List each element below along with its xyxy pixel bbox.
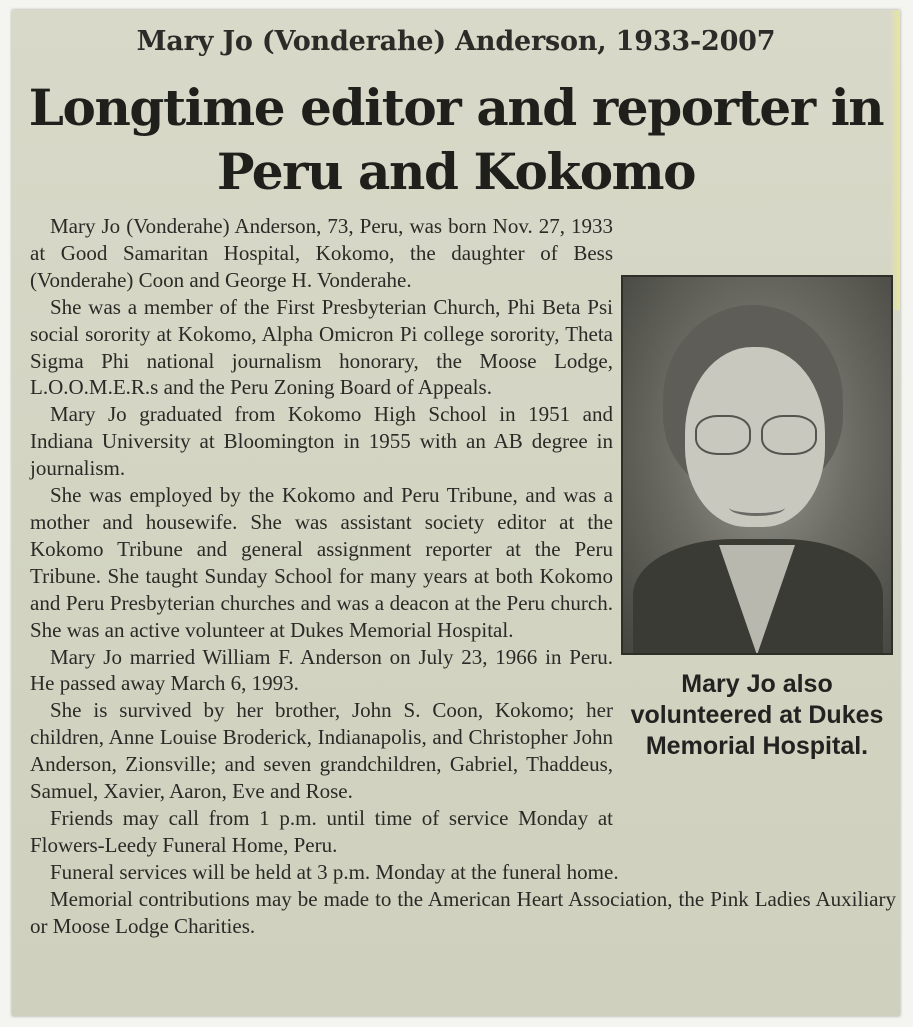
paragraph-marriage: Mary Jo married William F. Anderson on July 23, 1966 in Peru. He passed away March 6, 1993. — [30, 644, 613, 696]
paragraph-funeral: Funeral services will be held at 3 p.m. Monday at the funeral home. — [50, 859, 619, 884]
paragraph-birth: Mary Jo (Vonderahe) Anderson, 73, Peru, was born Nov. 27, 1933 at Good Samaritan Hospital, Kokomo, the daughter of Bess (Vonderahe) Coon and George H. Vonderahe. — [30, 214, 613, 292]
paragraph-memorials: Memorial contributions may be made to the American Heart Association, the Pink Ladies Auxiliary or Moose Lodge Charities. — [30, 886, 896, 938]
paragraph-career: She was employed by the Kokomo and Peru Tribune, and was a mother and housewife. She was assistant society editor at the Kokomo Tribune and general assignment reporter at the Peru Tribune. She taught Sunday School for many years at both Kokomo and Peru Presbyterian churches and was a deacon at the Peru church. She was an active volunteer at Dukes Memorial Hospital. — [30, 483, 613, 642]
article-body — [30, 213, 896, 939]
obituary-kicker: Mary Jo (Vonderahe) Anderson, 1933-2007 — [136, 26, 776, 57]
portrait-photo — [621, 275, 893, 655]
headline: Longtime editor and reporter in Peru and Kokomo — [28, 78, 884, 201]
paragraph-survivors: She is survived by her brother, John S. Coon, Kokomo; her children, Anne Louise Broderick, Indianapolis, and Christopher John Anderson, Zionsville; and seven grandchildren, Gabriel, Thaddeus, Samuel, Xavier, Aaron, Eve and Rose. — [30, 698, 613, 804]
paragraph-visitation: Friends may call from 1 p.m. until time of service Monday at Flowers-Leedy Funeral Home, Peru. — [30, 805, 613, 857]
paragraph-memberships: She was a member of the First Presbyterian Church, Phi Beta Psi social sorority at Kokomo, Alpha Omicron Pi college sorority, Theta Sigma Phi national journalism honorary, the Moose Lodge, L.O.O.M.E.R.s and the Peru Zoning Board of Appeals. — [30, 294, 613, 400]
photo-caption: Mary Jo also volunteered at Dukes Memorial Hospital. — [630, 670, 884, 760]
photo-figure — [621, 275, 893, 803]
newspaper-clipping — [12, 10, 900, 1016]
paragraph-education: Mary Jo graduated from Kokomo High School in 1951 and Indiana University at Bloomington in 1955 with an AB degree in journalism. — [30, 402, 613, 481]
